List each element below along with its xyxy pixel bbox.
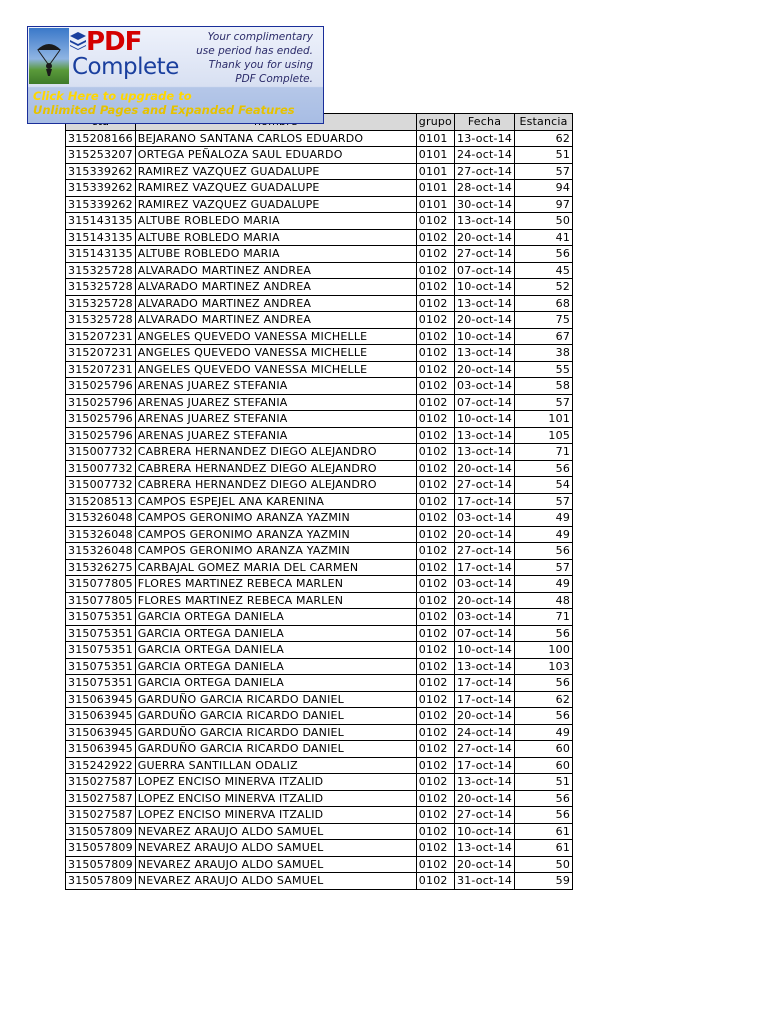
- cell-fecha: 31-oct-14: [455, 873, 515, 890]
- cell-fecha: 20-oct-14: [455, 790, 515, 807]
- cell-grupo: 0102: [416, 213, 454, 230]
- cell-grupo: 0102: [416, 856, 454, 873]
- cell-cta: 315326275: [66, 559, 136, 576]
- cell-nombre: ARENAS JUAREZ STEFANIA: [135, 427, 416, 444]
- cell-estancia: 60: [515, 757, 573, 774]
- table-row: [66, 807, 573, 824]
- table-row: [66, 460, 573, 477]
- cell-fecha: 20-oct-14: [455, 526, 515, 543]
- cell-grupo: 0102: [416, 708, 454, 725]
- table-row: [66, 493, 573, 510]
- header-fecha: Fecha: [455, 114, 515, 131]
- cell-cta: 315326048: [66, 510, 136, 527]
- cell-nombre: NEVAREZ ARAUJO ALDO SAMUEL: [135, 873, 416, 890]
- cell-nombre: ANGELES QUEVEDO VANESSA MICHELLE: [135, 328, 416, 345]
- cell-cta: 315025796: [66, 378, 136, 395]
- header-grupo: grupo: [416, 114, 454, 131]
- table-row: [66, 394, 573, 411]
- cell-grupo: 0102: [416, 312, 454, 329]
- table-row: [66, 262, 573, 279]
- cell-grupo: 0102: [416, 229, 454, 246]
- cell-estancia: 62: [515, 691, 573, 708]
- cell-nombre: ALVARADO MARTINEZ ANDREA: [135, 295, 416, 312]
- cell-cta: 315077805: [66, 592, 136, 609]
- cell-estancia: 57: [515, 163, 573, 180]
- table-row: [66, 675, 573, 692]
- cell-cta: 315253207: [66, 147, 136, 164]
- table-row: [66, 147, 573, 164]
- table-row: [66, 526, 573, 543]
- cell-estancia: 50: [515, 856, 573, 873]
- cell-grupo: 0102: [416, 823, 454, 840]
- table-row: [66, 510, 573, 527]
- cell-cta: 315027587: [66, 774, 136, 791]
- pdf-complete-upgrade-banner[interactable]: [27, 26, 324, 124]
- table-row: [66, 444, 573, 461]
- table-row: [66, 757, 573, 774]
- cell-grupo: 0102: [416, 807, 454, 824]
- cell-nombre: FLORES MARTINEZ REBECA MARLEN: [135, 576, 416, 593]
- table-row: [66, 345, 573, 362]
- table-row: [66, 477, 573, 494]
- table-row: [66, 840, 573, 857]
- cell-cta: 315326048: [66, 543, 136, 560]
- table-row: [66, 708, 573, 725]
- cell-estancia: 56: [515, 790, 573, 807]
- cell-grupo: 0102: [416, 658, 454, 675]
- header-estancia: Estancia: [515, 114, 573, 131]
- cell-nombre: RAMIREZ VAZQUEZ GUADALUPE: [135, 180, 416, 197]
- cell-fecha: 20-oct-14: [455, 312, 515, 329]
- cell-nombre: CARBAJAL GOMEZ MARIA DEL CARMEN: [135, 559, 416, 576]
- table-row: [66, 163, 573, 180]
- cell-fecha: 13-oct-14: [455, 774, 515, 791]
- cell-nombre: ANGELES QUEVEDO VANESSA MICHELLE: [135, 361, 416, 378]
- cell-estancia: 105: [515, 427, 573, 444]
- upgrade-line: Unlimited Pages and Expanded Features: [33, 103, 295, 117]
- cell-nombre: ALTUBE ROBLEDO MARIA: [135, 246, 416, 263]
- cell-grupo: 0102: [416, 559, 454, 576]
- cell-nombre: ANGELES QUEVEDO VANESSA MICHELLE: [135, 345, 416, 362]
- cell-estancia: 57: [515, 559, 573, 576]
- cell-cta: 315057809: [66, 873, 136, 890]
- cell-estancia: 49: [515, 510, 573, 527]
- cell-grupo: 0102: [416, 279, 454, 296]
- cell-grupo: 0102: [416, 295, 454, 312]
- cell-estancia: 71: [515, 609, 573, 626]
- cell-nombre: GUERRA SANTILLAN ODALIZ: [135, 757, 416, 774]
- cell-fecha: 07-oct-14: [455, 625, 515, 642]
- cell-grupo: 0102: [416, 741, 454, 758]
- cell-fecha: 20-oct-14: [455, 361, 515, 378]
- cell-grupo: 0102: [416, 493, 454, 510]
- cell-nombre: ARENAS JUAREZ STEFANIA: [135, 378, 416, 395]
- upgrade-line: Click Here to upgrade to: [33, 89, 192, 103]
- cell-cta: 315325728: [66, 295, 136, 312]
- cell-fecha: 20-oct-14: [455, 856, 515, 873]
- cell-nombre: GARCIA ORTEGA DANIELA: [135, 642, 416, 659]
- cell-cta: 315325728: [66, 279, 136, 296]
- cell-cta: 315208513: [66, 493, 136, 510]
- cell-grupo: 0102: [416, 576, 454, 593]
- cell-fecha: 07-oct-14: [455, 394, 515, 411]
- cell-cta: 315007732: [66, 444, 136, 461]
- cell-fecha: 30-oct-14: [455, 196, 515, 213]
- notice-line: Your complimentary: [207, 31, 313, 43]
- table-row: [66, 213, 573, 230]
- parachute-logo-icon: [29, 28, 69, 84]
- cell-grupo: 0102: [416, 724, 454, 741]
- table-row: [66, 642, 573, 659]
- cell-estancia: 48: [515, 592, 573, 609]
- cell-cta: 315339262: [66, 163, 136, 180]
- table-row: [66, 279, 573, 296]
- cell-cta: 315208166: [66, 130, 136, 147]
- table-row: [66, 229, 573, 246]
- cell-nombre: ARENAS JUAREZ STEFANIA: [135, 411, 416, 428]
- cell-fecha: 07-oct-14: [455, 262, 515, 279]
- cell-nombre: RAMIREZ VAZQUEZ GUADALUPE: [135, 163, 416, 180]
- cell-cta: 315025796: [66, 427, 136, 444]
- table-row: [66, 774, 573, 791]
- cell-estancia: 103: [515, 658, 573, 675]
- cell-grupo: 0102: [416, 460, 454, 477]
- table-row: [66, 559, 573, 576]
- cell-estancia: 100: [515, 642, 573, 659]
- cell-cta: 315143135: [66, 246, 136, 263]
- cell-grupo: 0102: [416, 873, 454, 890]
- cell-fecha: 10-oct-14: [455, 823, 515, 840]
- cell-estancia: 51: [515, 774, 573, 791]
- cell-grupo: 0102: [416, 394, 454, 411]
- cell-nombre: RAMIREZ VAZQUEZ GUADALUPE: [135, 196, 416, 213]
- cell-fecha: 13-oct-14: [455, 444, 515, 461]
- cell-cta: 315325728: [66, 312, 136, 329]
- cell-grupo: 0102: [416, 642, 454, 659]
- cell-nombre: CAMPOS GERONIMO ARANZA YAZMIN: [135, 526, 416, 543]
- cell-nombre: NEVAREZ ARAUJO ALDO SAMUEL: [135, 840, 416, 857]
- cell-grupo: 0102: [416, 592, 454, 609]
- cell-cta: 315063945: [66, 708, 136, 725]
- cell-grupo: 0102: [416, 361, 454, 378]
- cell-fecha: 10-oct-14: [455, 328, 515, 345]
- cell-fecha: 27-oct-14: [455, 477, 515, 494]
- cell-cta: 315063945: [66, 724, 136, 741]
- cell-grupo: 0102: [416, 345, 454, 362]
- notice-line: use period has ended.: [196, 45, 313, 57]
- cell-estancia: 62: [515, 130, 573, 147]
- expired-notice: [173, 30, 313, 86]
- cell-estancia: 52: [515, 279, 573, 296]
- logo-complete-text: Complete: [72, 54, 179, 80]
- cell-fecha: 10-oct-14: [455, 411, 515, 428]
- cell-cta: 315025796: [66, 411, 136, 428]
- cell-cta: 315242922: [66, 757, 136, 774]
- cell-cta: 315077805: [66, 576, 136, 593]
- cell-nombre: ORTEGA PEÑALOZA SAUL EDUARDO: [135, 147, 416, 164]
- cell-fecha: 10-oct-14: [455, 642, 515, 659]
- cell-estancia: 61: [515, 840, 573, 857]
- cell-nombre: GARDUÑO GARCIA RICARDO DANIEL: [135, 708, 416, 725]
- cell-grupo: 0102: [416, 411, 454, 428]
- cell-grupo: 0101: [416, 196, 454, 213]
- cell-nombre: FLORES MARTINEZ REBECA MARLEN: [135, 592, 416, 609]
- table-row: [66, 790, 573, 807]
- cell-cta: 315339262: [66, 196, 136, 213]
- cell-grupo: 0102: [416, 378, 454, 395]
- cell-cta: 315143135: [66, 229, 136, 246]
- cell-grupo: 0102: [416, 543, 454, 560]
- table-body: [66, 130, 573, 889]
- cell-fecha: 13-oct-14: [455, 427, 515, 444]
- table-row: [66, 295, 573, 312]
- data-table: [65, 113, 573, 890]
- cell-fecha: 24-oct-14: [455, 147, 515, 164]
- table-row: [66, 691, 573, 708]
- cell-fecha: 03-oct-14: [455, 378, 515, 395]
- cell-estancia: 56: [515, 708, 573, 725]
- cell-grupo: 0101: [416, 130, 454, 147]
- cell-estancia: 68: [515, 295, 573, 312]
- cell-nombre: GARDUÑO GARCIA RICARDO DANIEL: [135, 724, 416, 741]
- cell-nombre: GARCIA ORTEGA DANIELA: [135, 609, 416, 626]
- cell-nombre: ARENAS JUAREZ STEFANIA: [135, 394, 416, 411]
- cell-cta: 315075351: [66, 642, 136, 659]
- cell-estancia: 51: [515, 147, 573, 164]
- cell-grupo: 0102: [416, 790, 454, 807]
- cell-nombre: LOPEZ ENCISO MINERVA ITZALID: [135, 774, 416, 791]
- cell-estancia: 56: [515, 675, 573, 692]
- cell-estancia: 50: [515, 213, 573, 230]
- cell-estancia: 94: [515, 180, 573, 197]
- cell-nombre: ALVARADO MARTINEZ ANDREA: [135, 312, 416, 329]
- cell-fecha: 03-oct-14: [455, 609, 515, 626]
- cell-fecha: 24-oct-14: [455, 724, 515, 741]
- cell-estancia: 67: [515, 328, 573, 345]
- cell-cta: 315207231: [66, 345, 136, 362]
- table-row: [66, 328, 573, 345]
- cell-cta: 315007732: [66, 460, 136, 477]
- cell-fecha: 20-oct-14: [455, 460, 515, 477]
- cell-estancia: 97: [515, 196, 573, 213]
- table-row: [66, 823, 573, 840]
- cell-grupo: 0101: [416, 180, 454, 197]
- cell-cta: 315207231: [66, 328, 136, 345]
- table-row: [66, 411, 573, 428]
- cell-cta: 315063945: [66, 741, 136, 758]
- table-row: [66, 873, 573, 890]
- cell-fecha: 17-oct-14: [455, 559, 515, 576]
- cell-cta: 315007732: [66, 477, 136, 494]
- cell-grupo: 0102: [416, 757, 454, 774]
- cell-grupo: 0102: [416, 840, 454, 857]
- cell-estancia: 56: [515, 460, 573, 477]
- cell-estancia: 61: [515, 823, 573, 840]
- cell-grupo: 0101: [416, 163, 454, 180]
- cell-fecha: 13-oct-14: [455, 345, 515, 362]
- cell-nombre: LOPEZ ENCISO MINERVA ITZALID: [135, 790, 416, 807]
- layers-icon: [70, 32, 86, 54]
- table-row: [66, 592, 573, 609]
- cell-estancia: 60: [515, 741, 573, 758]
- cell-grupo: 0102: [416, 774, 454, 791]
- cell-nombre: GARCIA ORTEGA DANIELA: [135, 675, 416, 692]
- cell-estancia: 101: [515, 411, 573, 428]
- cell-cta: 315027587: [66, 807, 136, 824]
- cell-grupo: 0102: [416, 444, 454, 461]
- cell-fecha: 13-oct-14: [455, 658, 515, 675]
- cell-fecha: 27-oct-14: [455, 741, 515, 758]
- table-row: [66, 130, 573, 147]
- cell-nombre: ALVARADO MARTINEZ ANDREA: [135, 262, 416, 279]
- cell-estancia: 58: [515, 378, 573, 395]
- cell-nombre: NEVAREZ ARAUJO ALDO SAMUEL: [135, 823, 416, 840]
- cell-cta: 315025796: [66, 394, 136, 411]
- cell-fecha: 03-oct-14: [455, 576, 515, 593]
- cell-grupo: 0102: [416, 609, 454, 626]
- cell-cta: 315057809: [66, 840, 136, 857]
- cell-estancia: 38: [515, 345, 573, 362]
- table-row: [66, 724, 573, 741]
- cell-grupo: 0102: [416, 675, 454, 692]
- cell-fecha: 13-oct-14: [455, 130, 515, 147]
- cell-fecha: 20-oct-14: [455, 229, 515, 246]
- cell-fecha: 03-oct-14: [455, 510, 515, 527]
- cell-nombre: ALTUBE ROBLEDO MARIA: [135, 213, 416, 230]
- cell-nombre: LOPEZ ENCISO MINERVA ITZALID: [135, 807, 416, 824]
- cell-fecha: 10-oct-14: [455, 279, 515, 296]
- cell-cta: 315027587: [66, 790, 136, 807]
- notice-line: PDF Complete.: [235, 73, 313, 85]
- cell-grupo: 0102: [416, 477, 454, 494]
- cell-grupo: 0102: [416, 427, 454, 444]
- table-row: [66, 361, 573, 378]
- cell-fecha: 27-oct-14: [455, 543, 515, 560]
- cell-cta: 315063945: [66, 691, 136, 708]
- cell-estancia: 49: [515, 526, 573, 543]
- cell-estancia: 56: [515, 246, 573, 263]
- cell-fecha: 17-oct-14: [455, 675, 515, 692]
- cell-fecha: 20-oct-14: [455, 592, 515, 609]
- cell-nombre: GARCIA ORTEGA DANIELA: [135, 658, 416, 675]
- cell-nombre: ALVARADO MARTINEZ ANDREA: [135, 279, 416, 296]
- cell-grupo: 0102: [416, 246, 454, 263]
- cell-nombre: CABRERA HERNANDEZ DIEGO ALEJANDRO: [135, 460, 416, 477]
- table-row: [66, 543, 573, 560]
- cell-fecha: 17-oct-14: [455, 493, 515, 510]
- cell-grupo: 0102: [416, 526, 454, 543]
- table-row: [66, 658, 573, 675]
- cell-nombre: CAMPOS GERONIMO ARANZA YAZMIN: [135, 543, 416, 560]
- cell-estancia: 57: [515, 394, 573, 411]
- notice-line: Thank you for using: [208, 59, 313, 71]
- cell-cta: 315143135: [66, 213, 136, 230]
- cell-nombre: NEVAREZ ARAUJO ALDO SAMUEL: [135, 856, 416, 873]
- cell-grupo: 0102: [416, 328, 454, 345]
- cell-cta: 315057809: [66, 856, 136, 873]
- upgrade-link[interactable]: [33, 89, 295, 117]
- cell-fecha: 13-oct-14: [455, 213, 515, 230]
- table-row: [66, 609, 573, 626]
- cell-estancia: 75: [515, 312, 573, 329]
- cell-fecha: 28-oct-14: [455, 180, 515, 197]
- cell-nombre: GARDUÑO GARCIA RICARDO DANIEL: [135, 691, 416, 708]
- cell-nombre: CAMPOS GERONIMO ARANZA YAZMIN: [135, 510, 416, 527]
- cell-cta: 315326048: [66, 526, 136, 543]
- cell-nombre: GARCIA ORTEGA DANIELA: [135, 625, 416, 642]
- table-row: [66, 856, 573, 873]
- cell-grupo: 0101: [416, 147, 454, 164]
- table-row: [66, 427, 573, 444]
- cell-grupo: 0102: [416, 625, 454, 642]
- cell-fecha: 27-oct-14: [455, 807, 515, 824]
- cell-estancia: 55: [515, 361, 573, 378]
- cell-fecha: 27-oct-14: [455, 163, 515, 180]
- logo-pdf-text: PDF: [86, 27, 142, 57]
- cell-estancia: 71: [515, 444, 573, 461]
- cell-nombre: CABRERA HERNANDEZ DIEGO ALEJANDRO: [135, 477, 416, 494]
- cell-cta: 315075351: [66, 625, 136, 642]
- cell-fecha: 17-oct-14: [455, 757, 515, 774]
- cell-cta: 315057809: [66, 823, 136, 840]
- cell-cta: 315075351: [66, 658, 136, 675]
- cell-nombre: GARDUÑO GARCIA RICARDO DANIEL: [135, 741, 416, 758]
- cell-estancia: 56: [515, 625, 573, 642]
- cell-nombre: CABRERA HERNANDEZ DIEGO ALEJANDRO: [135, 444, 416, 461]
- cell-nombre: CAMPOS ESPEJEL ANA KARENINA: [135, 493, 416, 510]
- table-row: [66, 576, 573, 593]
- cell-grupo: 0102: [416, 510, 454, 527]
- cell-estancia: 41: [515, 229, 573, 246]
- cell-estancia: 56: [515, 807, 573, 824]
- cell-estancia: 57: [515, 493, 573, 510]
- table-row: [66, 246, 573, 263]
- cell-estancia: 54: [515, 477, 573, 494]
- table-row: [66, 180, 573, 197]
- cell-estancia: 45: [515, 262, 573, 279]
- cell-fecha: 13-oct-14: [455, 295, 515, 312]
- table-row: [66, 741, 573, 758]
- cell-fecha: 17-oct-14: [455, 691, 515, 708]
- cell-cta: 315207231: [66, 361, 136, 378]
- cell-cta: 315325728: [66, 262, 136, 279]
- cell-estancia: 56: [515, 543, 573, 560]
- table-row: [66, 378, 573, 395]
- cell-grupo: 0102: [416, 691, 454, 708]
- cell-cta: 315339262: [66, 180, 136, 197]
- table-row: [66, 625, 573, 642]
- table-row: [66, 196, 573, 213]
- cell-nombre: BEJARANO SANTANA CARLOS EDUARDO: [135, 130, 416, 147]
- cell-fecha: 27-oct-14: [455, 246, 515, 263]
- cell-cta: 315075351: [66, 609, 136, 626]
- cell-estancia: 59: [515, 873, 573, 890]
- table-row: [66, 312, 573, 329]
- cell-fecha: 13-oct-14: [455, 840, 515, 857]
- cell-estancia: 49: [515, 724, 573, 741]
- cell-estancia: 49: [515, 576, 573, 593]
- cell-cta: 315075351: [66, 675, 136, 692]
- cell-nombre: ALTUBE ROBLEDO MARIA: [135, 229, 416, 246]
- cell-grupo: 0102: [416, 262, 454, 279]
- cell-fecha: 20-oct-14: [455, 708, 515, 725]
